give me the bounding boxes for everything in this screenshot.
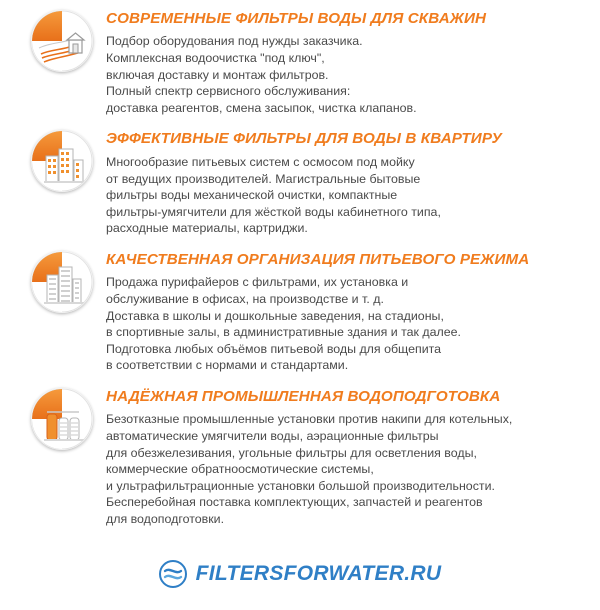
industrial-filter-icon bbox=[31, 388, 93, 450]
body-line: в спортивные залы, в административные здания и так далее. bbox=[106, 325, 461, 340]
section-title: НАДЁЖНАЯ ПРОМЫШЛЕННАЯ ВОДОПОДГОТОВКА bbox=[106, 387, 501, 405]
body-line: Продажа пурифайеров с фильтрами, их установка и bbox=[106, 275, 409, 290]
body-line: в соответствии с нормами и стандартами. bbox=[106, 358, 349, 373]
section-body bbox=[106, 154, 590, 237]
body-line: включая доставку и монтаж фильтров. bbox=[106, 67, 329, 82]
section-text bbox=[102, 130, 590, 236]
section-icon-wrapper bbox=[22, 251, 102, 313]
body-line: фильтры воды механической очистки, компактные bbox=[106, 188, 398, 203]
body-line: Бесперебойная поставка комплектующих, запчастей и реагентов bbox=[106, 495, 483, 510]
field-well-icon bbox=[31, 10, 93, 72]
body-line: расходные материалы, картриджи. bbox=[106, 221, 308, 236]
body-line: коммерческие обратноосмотические системы, bbox=[106, 462, 374, 477]
body-line: Многообразие питьевых систем с осмосом под мойку bbox=[106, 154, 415, 169]
section-drinking-regime bbox=[0, 251, 600, 374]
section-text bbox=[102, 251, 590, 374]
section-industrial bbox=[0, 388, 600, 528]
section-icon-wrapper bbox=[22, 388, 102, 450]
section-apartment bbox=[0, 130, 600, 236]
office-towers-icon bbox=[31, 251, 93, 313]
body-line: Доставка в школы и дошкольные заведения, на стадионы, bbox=[106, 308, 444, 323]
site-name: FILTERSFORWATER.RU bbox=[195, 562, 442, 585]
body-line: для водоподготовки. bbox=[106, 511, 225, 526]
body-line: доставка реагентов, смена засыпок, чистка клапанов. bbox=[106, 100, 417, 115]
section-body bbox=[106, 33, 590, 116]
body-line: Подбор оборудования под нужды заказчика. bbox=[106, 34, 363, 49]
section-title: ЭФФЕКТИВНЫЕ ФИЛЬТРЫ ДЛЯ ВОДЫ В КВАРТИРУ bbox=[106, 130, 502, 148]
site-logo[interactable] bbox=[0, 560, 600, 588]
infographic-page bbox=[0, 10, 600, 610]
body-line: и ультрафильтрационные установки большой производительности. bbox=[106, 478, 495, 493]
body-line: Безотказные промышленные установки против накипи для котельных, bbox=[106, 412, 513, 427]
section-body bbox=[106, 274, 590, 374]
body-line: Полный спектр сервисного обслуживания: bbox=[106, 84, 351, 99]
section-icon-wrapper bbox=[22, 130, 102, 192]
section-text bbox=[102, 388, 590, 528]
body-line: для обезжелезивания, угольные фильтры для осветления воды, bbox=[106, 445, 477, 460]
body-line: обслуживание в офисах, на производстве и т. д. bbox=[106, 291, 384, 306]
section-title: КАЧЕСТВЕННАЯ ОРГАНИЗАЦИЯ ПИТЬЕВОГО РЕЖИМА bbox=[106, 250, 530, 268]
body-line: Комплексная водоочистка "под ключ", bbox=[106, 51, 325, 66]
section-wells bbox=[0, 10, 600, 116]
body-line: автоматические умягчители воды, аэрационные фильтры bbox=[106, 428, 439, 443]
body-line: Подготовка любых объёмов питьевой воды для общепита bbox=[106, 341, 442, 356]
wave-swirl-logo-icon bbox=[159, 560, 187, 588]
body-line: от ведущих производителей. Магистральные бытовые bbox=[106, 171, 421, 186]
apartment-building-icon bbox=[31, 130, 93, 192]
body-line: фильтры-умягчители для жёсткой воды кабинетного типа, bbox=[106, 204, 441, 219]
section-body bbox=[106, 411, 590, 527]
section-title: СОВРЕМЕННЫЕ ФИЛЬТРЫ ВОДЫ ДЛЯ СКВАЖИН bbox=[106, 10, 487, 27]
section-icon-wrapper bbox=[22, 10, 102, 72]
section-text bbox=[102, 10, 590, 116]
